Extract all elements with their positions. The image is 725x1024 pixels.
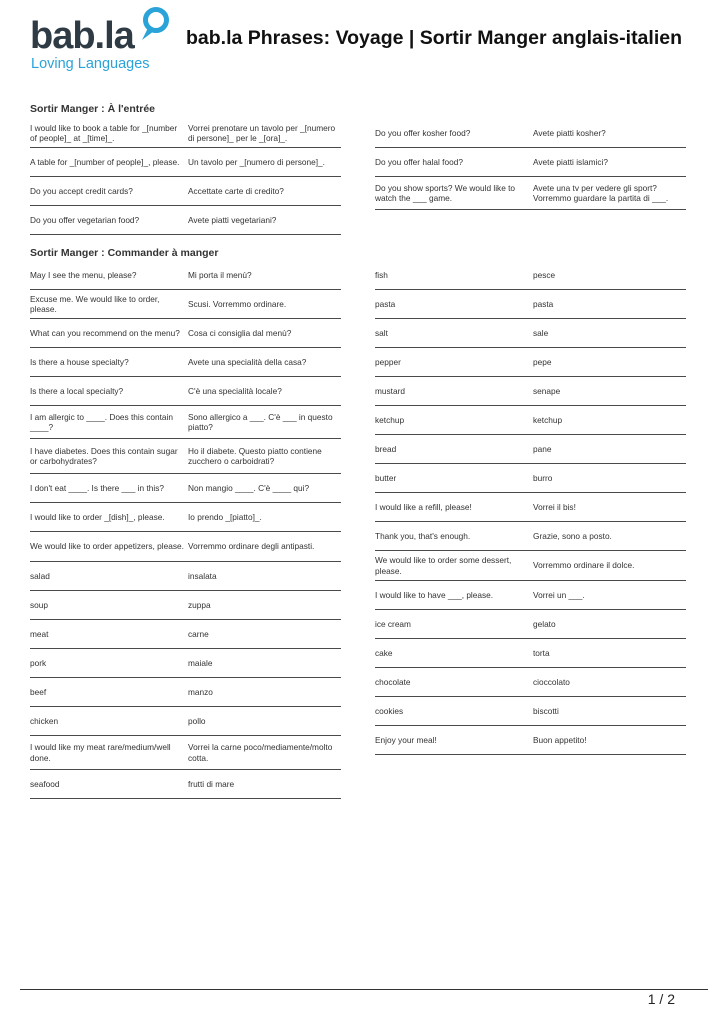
phrase-translation: torta <box>533 647 550 658</box>
phrase-translation: sale <box>533 327 549 338</box>
phrase-row <box>30 261 341 290</box>
page-title: bab.la Phrases: Voyage | Sortir Manger anglais-italien <box>186 27 682 49</box>
phrase-source: meat <box>30 628 49 639</box>
phrase-source: ice cream <box>375 618 411 629</box>
phrase-row <box>30 770 341 799</box>
phrase-source: I would like to order _[dish]_, please. <box>30 511 165 522</box>
phrase-row <box>30 678 341 707</box>
babla-logo <box>30 6 180 74</box>
page-number: 1 / 2 <box>647 991 675 1007</box>
phrase-translation: Vorrei un ___. <box>533 589 585 600</box>
phrase-row <box>30 177 341 206</box>
phrase-source: Is there a local specialty? <box>30 385 124 396</box>
phrase-translation: maiale <box>188 657 213 668</box>
phrase-source: bread <box>375 443 397 454</box>
section-title-entree: Sortir Manger : À l'entrée <box>30 103 156 115</box>
phrase-translation: Avete piatti vegetariani? <box>188 214 277 225</box>
phrase-source: Enjoy your meal! <box>375 734 437 745</box>
phrase-source: I would like a refill, please! <box>375 501 472 512</box>
phrase-translation: cioccolato <box>533 676 570 687</box>
phrase-row <box>30 649 341 678</box>
phrase-translation: Vorremmo ordinare il dolce. <box>533 560 635 571</box>
phrase-source: fish <box>375 269 388 280</box>
phrase-translation: C'è una specialità locale? <box>188 385 282 396</box>
phrase-translation: Vorrei la carne poco/mediamente/molto cotta. <box>188 742 333 763</box>
phrase-source: Do you offer halal food? <box>375 156 463 167</box>
phrase-translation: gelato <box>533 618 556 629</box>
phrase-row <box>375 177 686 210</box>
phrase-translation: Avete una specialità della casa? <box>188 356 307 367</box>
phrase-translation: Accettate carte di credito? <box>188 185 284 196</box>
phrase-source: Is there a house specialty? <box>30 356 129 367</box>
phrase-translation: Avete piatti islamici? <box>533 156 609 167</box>
phrase-row <box>375 493 686 522</box>
phrase-row <box>30 119 341 148</box>
phrase-source: beef <box>30 686 47 697</box>
phrase-source: I would like my meat rare/medium/well done. <box>30 742 171 763</box>
phrase-translation: carne <box>188 628 209 639</box>
phrase-translation: Buon appetito! <box>533 734 587 745</box>
phrase-row <box>375 610 686 639</box>
phrase-translation: pasta <box>533 298 554 309</box>
phrase-source: What can you recommend on the menu? <box>30 327 180 338</box>
phrase-translation: Vorrei il bis! <box>533 501 576 512</box>
phrase-translation: Mi porta il menù? <box>188 269 252 280</box>
phrase-row <box>30 620 341 649</box>
phrase-source: I am allergic to ____. Does this contain ____? <box>30 411 173 432</box>
phrase-row <box>375 406 686 435</box>
phrase-source: salad <box>30 570 50 581</box>
phrase-source: pepper <box>375 356 401 367</box>
phrase-row <box>30 406 341 439</box>
phrase-source: May I see the menu, please? <box>30 269 137 280</box>
phrase-translation: frutti di mare <box>188 778 235 789</box>
phrase-row <box>375 119 686 148</box>
phrase-translation: pollo <box>188 715 206 726</box>
phrase-row <box>30 148 341 177</box>
phrase-translation: Scusi. Vorremmo ordinare. <box>188 298 287 309</box>
phrase-source: chocolate <box>375 676 411 687</box>
phrase-row <box>30 591 341 620</box>
phrase-row <box>30 562 341 591</box>
phrase-source: I would like to book a table for _[number of people]_ at _[time]_. <box>30 122 178 143</box>
phrase-source: I don't eat ____. Is there ___ in this? <box>30 482 164 493</box>
phrase-row <box>30 206 341 235</box>
phrase-source: Do you offer kosher food? <box>375 127 471 138</box>
phrase-translation: Grazie, sono a posto. <box>533 530 612 541</box>
phrase-translation: manzo <box>188 686 213 697</box>
phrase-source: Do you offer vegetarian food? <box>30 214 140 225</box>
phrase-source: Do you accept credit cards? <box>30 185 133 196</box>
phrase-row <box>375 348 686 377</box>
speech-bubble-icon <box>138 6 172 46</box>
phrase-row <box>375 551 686 581</box>
phrase-source: cake <box>375 647 393 658</box>
phrase-row <box>375 697 686 726</box>
phrase-row <box>375 435 686 464</box>
phrase-source: pasta <box>375 298 396 309</box>
phrase-row <box>375 319 686 348</box>
phrase-row <box>30 439 341 474</box>
phrase-translation: Non mangio ____. C'è ____ qui? <box>188 482 310 493</box>
phrase-source: chicken <box>30 715 59 726</box>
phrase-source: Excuse me. We would like to order, please. <box>30 293 160 314</box>
phrase-row <box>375 668 686 697</box>
phrase-row <box>30 707 341 736</box>
phrase-row <box>30 532 341 562</box>
phrase-translation: Io prendo _[piatto]_. <box>188 511 262 522</box>
phrase-source: I have diabetes. Does this contain sugar or carbohydrates? <box>30 445 178 466</box>
phrase-source: pork <box>30 657 47 668</box>
phrase-source: ketchup <box>375 414 405 425</box>
phrase-row <box>375 522 686 551</box>
phrase-row <box>375 464 686 493</box>
logo-wordmark: bab.la <box>30 15 134 57</box>
phrase-source: salt <box>375 327 388 338</box>
phrase-row <box>30 503 341 532</box>
phrase-translation: pane <box>533 443 552 454</box>
phrase-source: A table for _[number of people]_, please. <box>30 156 180 167</box>
phrase-source: cookies <box>375 705 404 716</box>
phrase-translation: Sono allergico a ___. C'è ___ in questo piatto? <box>188 411 333 432</box>
phrase-translation: senape <box>533 385 561 396</box>
phrase-translation: Un tavolo per _[numero di persone]_. <box>188 156 325 167</box>
section-title-commander: Sortir Manger : Commander à manger <box>30 247 219 259</box>
phrase-translation: burro <box>533 472 553 483</box>
phrase-source: I would like to have ___, please. <box>375 589 494 600</box>
phrase-source: We would like to order appetizers, please. <box>30 541 184 552</box>
phrase-source: Do you show sports? We would like to watch the ___ game. <box>375 182 516 203</box>
phrase-translation: Ho il diabete. Questo piatto contiene zucchero o carboidrati? <box>188 445 322 466</box>
phrase-translation: biscotti <box>533 705 559 716</box>
phrase-row <box>375 261 686 290</box>
phrase-translation: pesce <box>533 269 556 280</box>
phrase-source: soup <box>30 599 48 610</box>
phrase-source: Thank you, that's enough. <box>375 530 471 541</box>
phrase-translation: ketchup <box>533 414 563 425</box>
phrase-translation: pepe <box>533 356 552 367</box>
footer-divider <box>20 989 708 990</box>
phrase-row <box>375 639 686 668</box>
phrase-row <box>30 348 341 377</box>
phrase-translation: Vorremmo ordinare degli antipasti. <box>188 541 315 552</box>
phrase-translation: insalata <box>188 570 217 581</box>
phrase-source: seafood <box>30 778 60 789</box>
phrase-row <box>375 290 686 319</box>
phrase-translation: Avete una tv per vedere gli sport? Vorremmo guardare la partita di ___. <box>533 182 669 203</box>
phrase-translation: Vorrei prenotare un tavolo per _[numero di persone]_ per le _[ora]_. <box>188 122 336 143</box>
phrase-row <box>30 474 341 503</box>
phrase-source: We would like to order some dessert, please. <box>375 555 512 576</box>
phrase-row <box>30 319 341 348</box>
phrase-row <box>375 377 686 406</box>
phrase-translation: Cosa ci consiglia dal menù? <box>188 327 292 338</box>
phrase-row <box>30 377 341 406</box>
phrase-row <box>30 736 341 770</box>
phrase-translation: zuppa <box>188 599 211 610</box>
phrase-translation: Avete piatti kosher? <box>533 127 606 138</box>
logo-tagline: Loving Languages <box>31 56 150 72</box>
phrase-row <box>375 726 686 755</box>
phrase-source: mustard <box>375 385 405 396</box>
phrase-row <box>375 581 686 610</box>
phrase-row <box>375 148 686 177</box>
phrase-row <box>30 290 341 319</box>
phrase-source: butter <box>375 472 397 483</box>
